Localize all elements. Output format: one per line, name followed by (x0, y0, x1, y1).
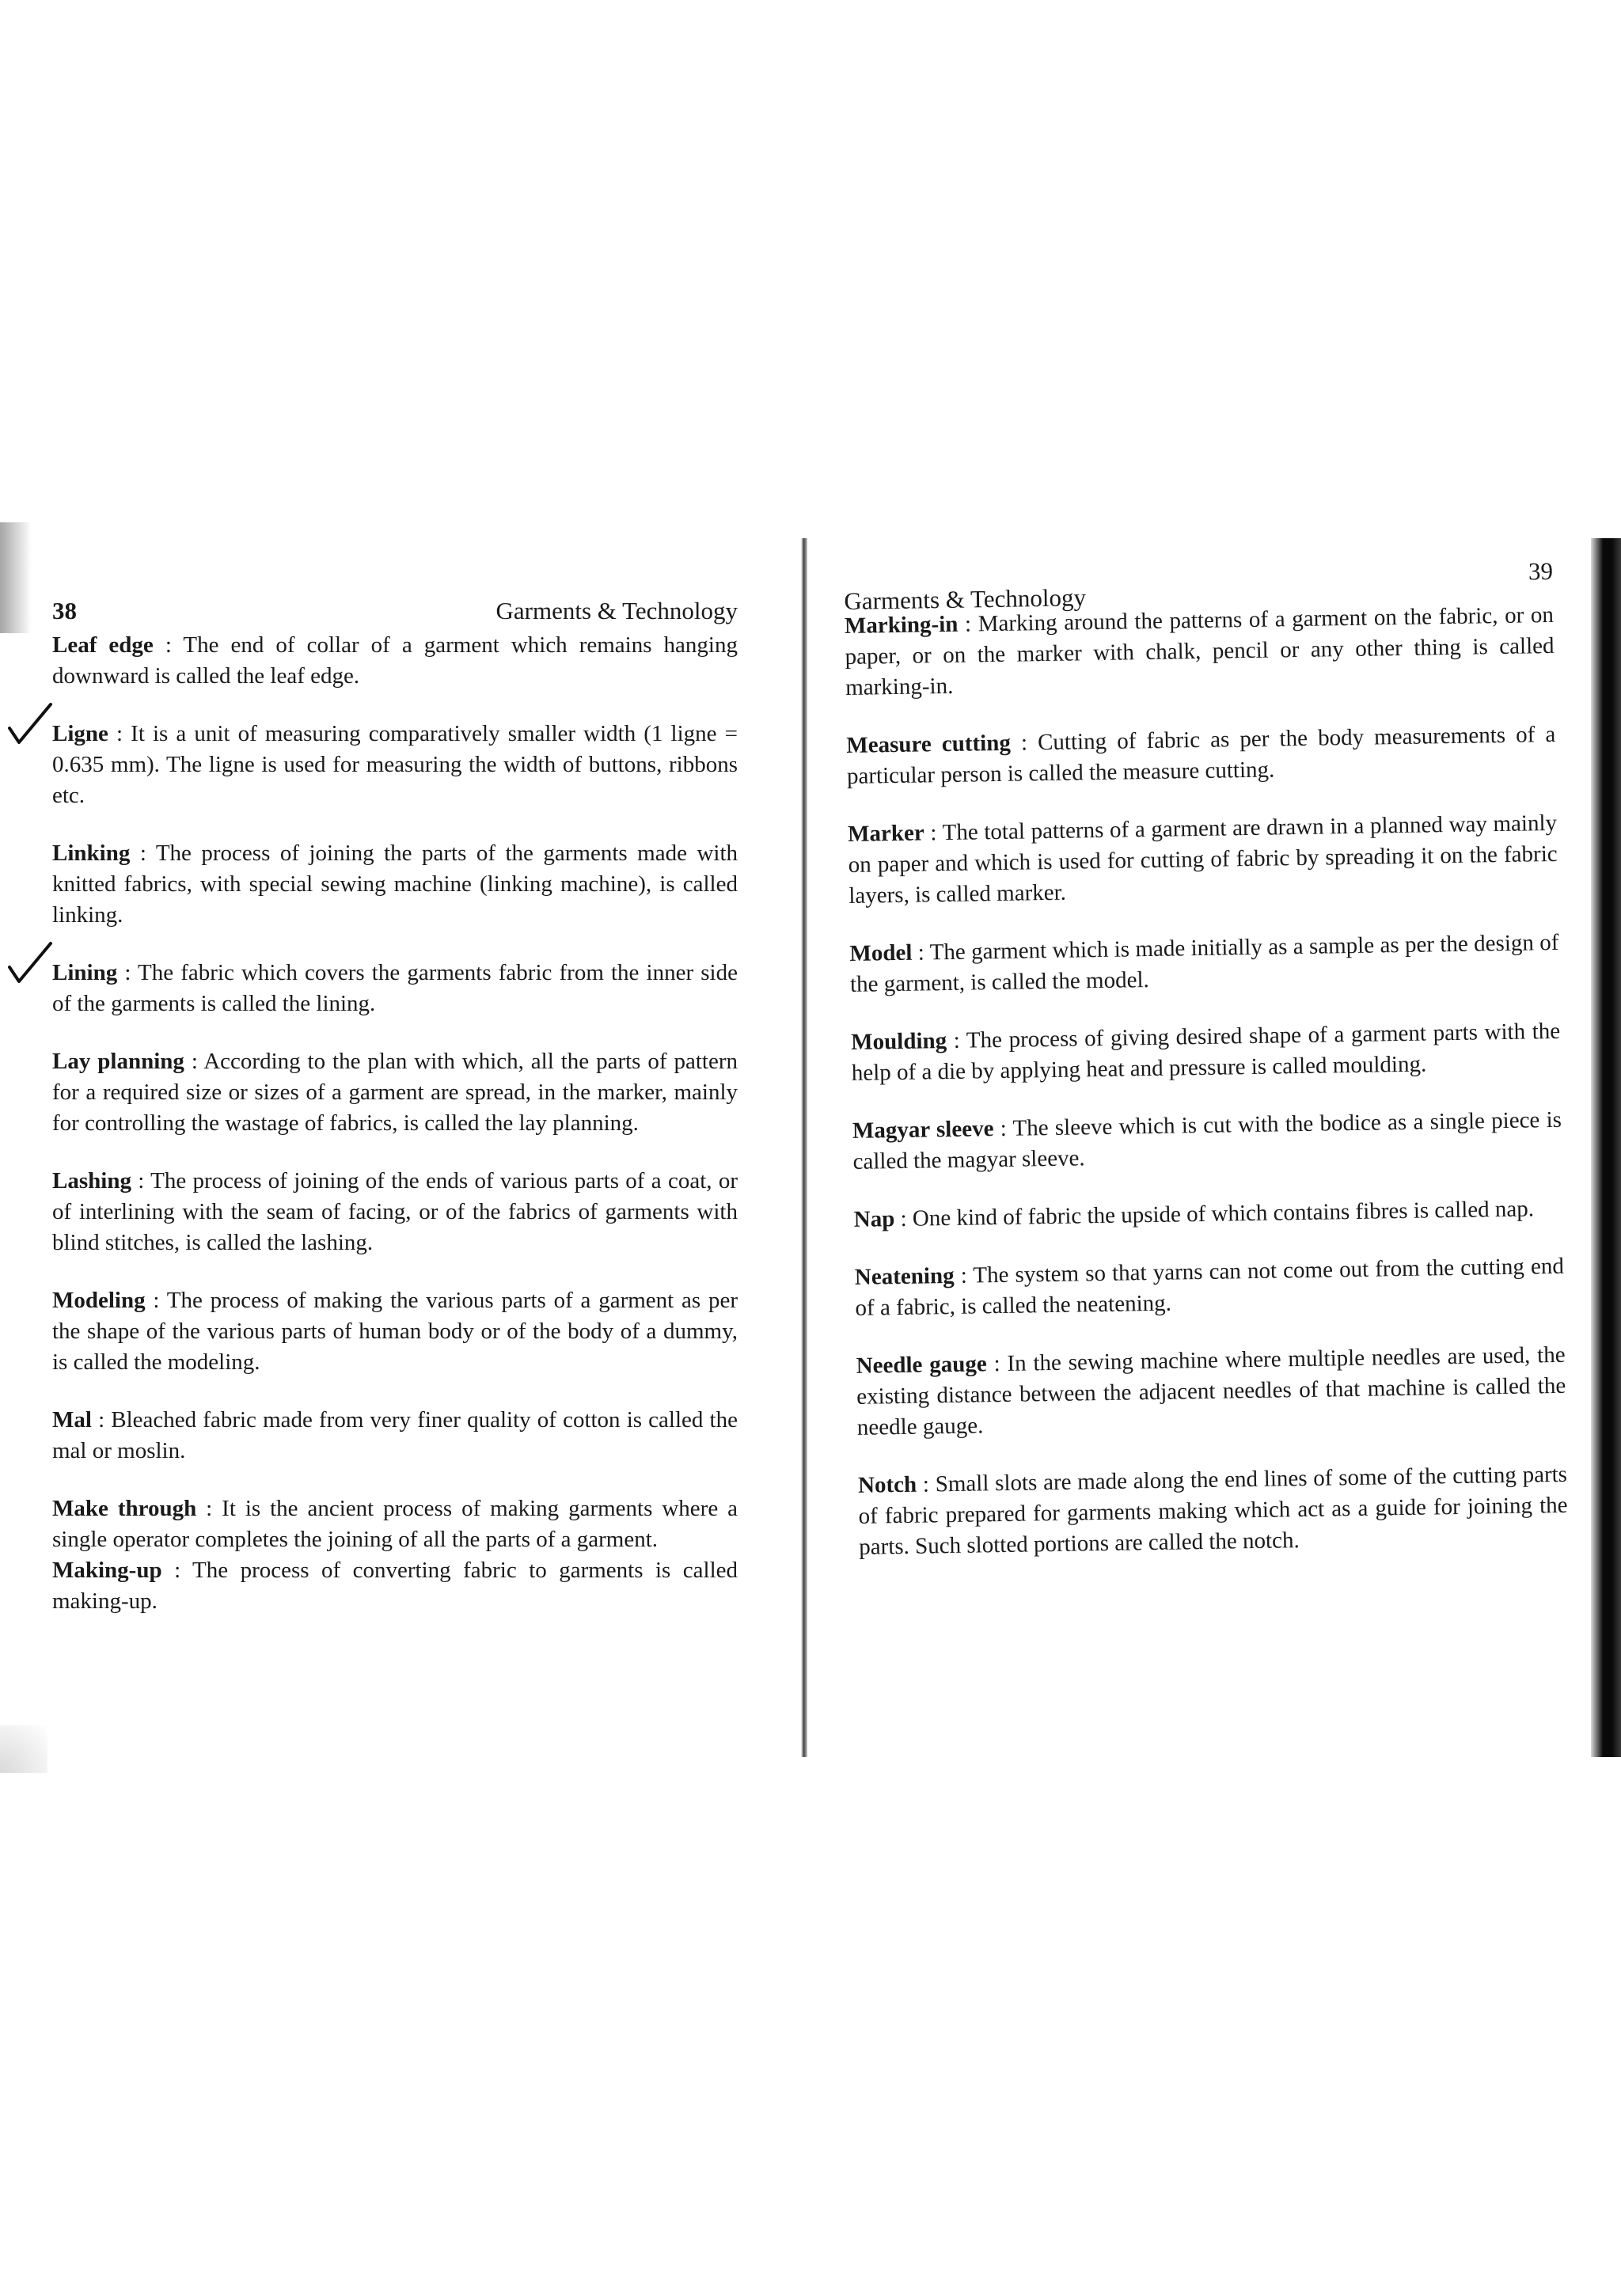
entry-definition: : According to the plan with which, all the parts of pattern for a required size or sizes of a garment are spread, in the marker, mainly for controlling the wastage of fabrics, is called the lay planning. (52, 1049, 738, 1136)
entry-definition: : The process of joining of the ends of various parts of a coat, or of interlining with the seam of facing, or of the fabrics of garments with blind stitches, is called the lashing. (52, 1168, 738, 1255)
entry-term: Marker (847, 820, 924, 847)
page-number: 38 (52, 597, 77, 624)
entry-definition: : The end of collar of a garment which remains hanging downward is called the leaf edge. (52, 632, 738, 689)
entry-term: Measure cutting (846, 730, 1012, 758)
entry-term: Ligne (52, 721, 108, 746)
entry-term: Lay planning (52, 1049, 184, 1074)
glossary-entry-ligne (52, 719, 738, 811)
entry-term: Make through (52, 1496, 197, 1521)
entry-definition: : It is a unit of measuring comparatively smaller width (1 ligne = 0.635 mm). The ligne is used for measuring the width of buttons, ribbons etc. (52, 721, 738, 808)
glossary-entry-moulding (851, 1016, 1561, 1089)
entry-definition: : The system so that yarns can not come out from the cutting end of a fabric, is called the neatening. (855, 1253, 1565, 1321)
scan-shadow (0, 522, 32, 633)
entry-definition: : Bleached fabric made from very finer quality of cotton is called the mal or moslin. (52, 1407, 738, 1463)
entry-term: Lining (52, 960, 118, 985)
entry-definition: : The process of making the various parts of a garment as per the shape of the various parts of human body or of the body of a dummy, is called the modeling. (52, 1288, 738, 1375)
right-page (844, 556, 1569, 1590)
glossary-entry-notch (858, 1459, 1569, 1563)
glossary-entry-measure-cutting (846, 719, 1556, 792)
entry-term: Leaf edge (52, 632, 154, 658)
glossary-entry-model (849, 928, 1559, 1000)
entry-term: Lashing (52, 1168, 131, 1194)
running-head-title: Garments & Technology (495, 597, 738, 624)
entry-definition: : The garment which is made initially as a sample as per the design of the garment, is called the model. (849, 929, 1559, 997)
entry-term: Nap (853, 1206, 895, 1232)
check-mark-icon (6, 701, 54, 749)
glossary-entry-lining (52, 958, 738, 1019)
entry-definition: : The process of giving desired shape of a garment parts with the help of a die by applying heat and pressure is called moulding. (851, 1018, 1561, 1086)
glossary-entry-marker (848, 808, 1558, 912)
glossary-entry-making-up (52, 1555, 738, 1617)
glossary-entry-modeling (52, 1285, 738, 1378)
running-head-title: Garments & Technology (844, 583, 1087, 615)
entry-definition: : The process of joining the parts of the garments made with knitted fabrics, with special sewing machine (linking machine), is called linking. (52, 841, 738, 928)
entry-definition: : Cutting of fabric as per the body measurements of a particular person is called the measure cutting. (846, 721, 1556, 789)
entry-term: Model (849, 939, 913, 966)
entry-term: Notch (857, 1471, 917, 1498)
glossary-entry-nap (853, 1194, 1563, 1235)
entry-definition: : Marking around the patterns of a garment on the fabric, or on paper, or on the marker with chalk, pencil or any other thing is called marking-in. (845, 602, 1555, 700)
entry-term: Needle gauge (856, 1351, 987, 1379)
entry-definition: : One kind of fabric the upside of which contains fibres is called nap. (894, 1196, 1535, 1232)
glossary-entry-neatening (855, 1251, 1565, 1324)
glossary-entry-linking (52, 838, 738, 931)
check-mark-icon (6, 940, 54, 988)
glossary-entry-mal (52, 1405, 738, 1467)
entry-definition: : It is the ancient process of making garments where a single operator completes the joining of all the parts of a garment. (52, 1496, 738, 1552)
book-edge (1591, 538, 1621, 1757)
entry-term: Magyar sleeve (852, 1116, 994, 1144)
entry-term: Modeling (52, 1288, 146, 1313)
entry-definition: : The fabric which covers the garments fabric from the inner side of the garments is called the lining. (52, 960, 738, 1016)
running-head (52, 595, 738, 627)
glossary-entry-make-through (52, 1493, 738, 1555)
entry-definition: : The process of converting fabric to garments is called making-up. (52, 1558, 738, 1614)
glossary-entry-lashing (52, 1166, 738, 1258)
entry-term: Mal (52, 1407, 92, 1433)
page-number: 39 (1528, 556, 1554, 586)
glossary-entry-leaf-edge (52, 630, 738, 692)
book-gutter (801, 538, 807, 1757)
glossary-entry-needle-gauge (856, 1340, 1566, 1444)
entry-definition: : Small slots are made along the end lines of some of the cutting parts of fabric prepared for garments making which act as a guide for joining the parts. Such slotted portions are called the notch. (858, 1461, 1568, 1560)
left-page (52, 595, 738, 1644)
glossary-entry-marking-in (845, 600, 1555, 704)
entry-term: Marking-in (844, 611, 959, 639)
entry-term: Linking (52, 841, 131, 866)
glossary-entry-magyar-sleeve (852, 1105, 1562, 1178)
entry-definition: : The sleeve which is cut with the bodice as a single piece is called the magyar sleeve. (852, 1106, 1562, 1175)
entry-definition: : In the sewing machine where multiple needles are used, the existing distance between the adjacent needles of that machine is called the needle gauge. (856, 1342, 1566, 1440)
scan-shadow-corner (0, 1725, 47, 1773)
entry-term: Making-up (52, 1558, 162, 1583)
entry-term: Neatening (854, 1262, 955, 1290)
glossary-entry-lay-planning (52, 1046, 738, 1139)
entry-definition: : The total patterns of a garment are drawn in a planned way mainly on paper and which is used for cutting of fabric by spreading it on the fabric layers, is called marker. (848, 810, 1558, 909)
entry-term: Moulding (851, 1028, 947, 1055)
